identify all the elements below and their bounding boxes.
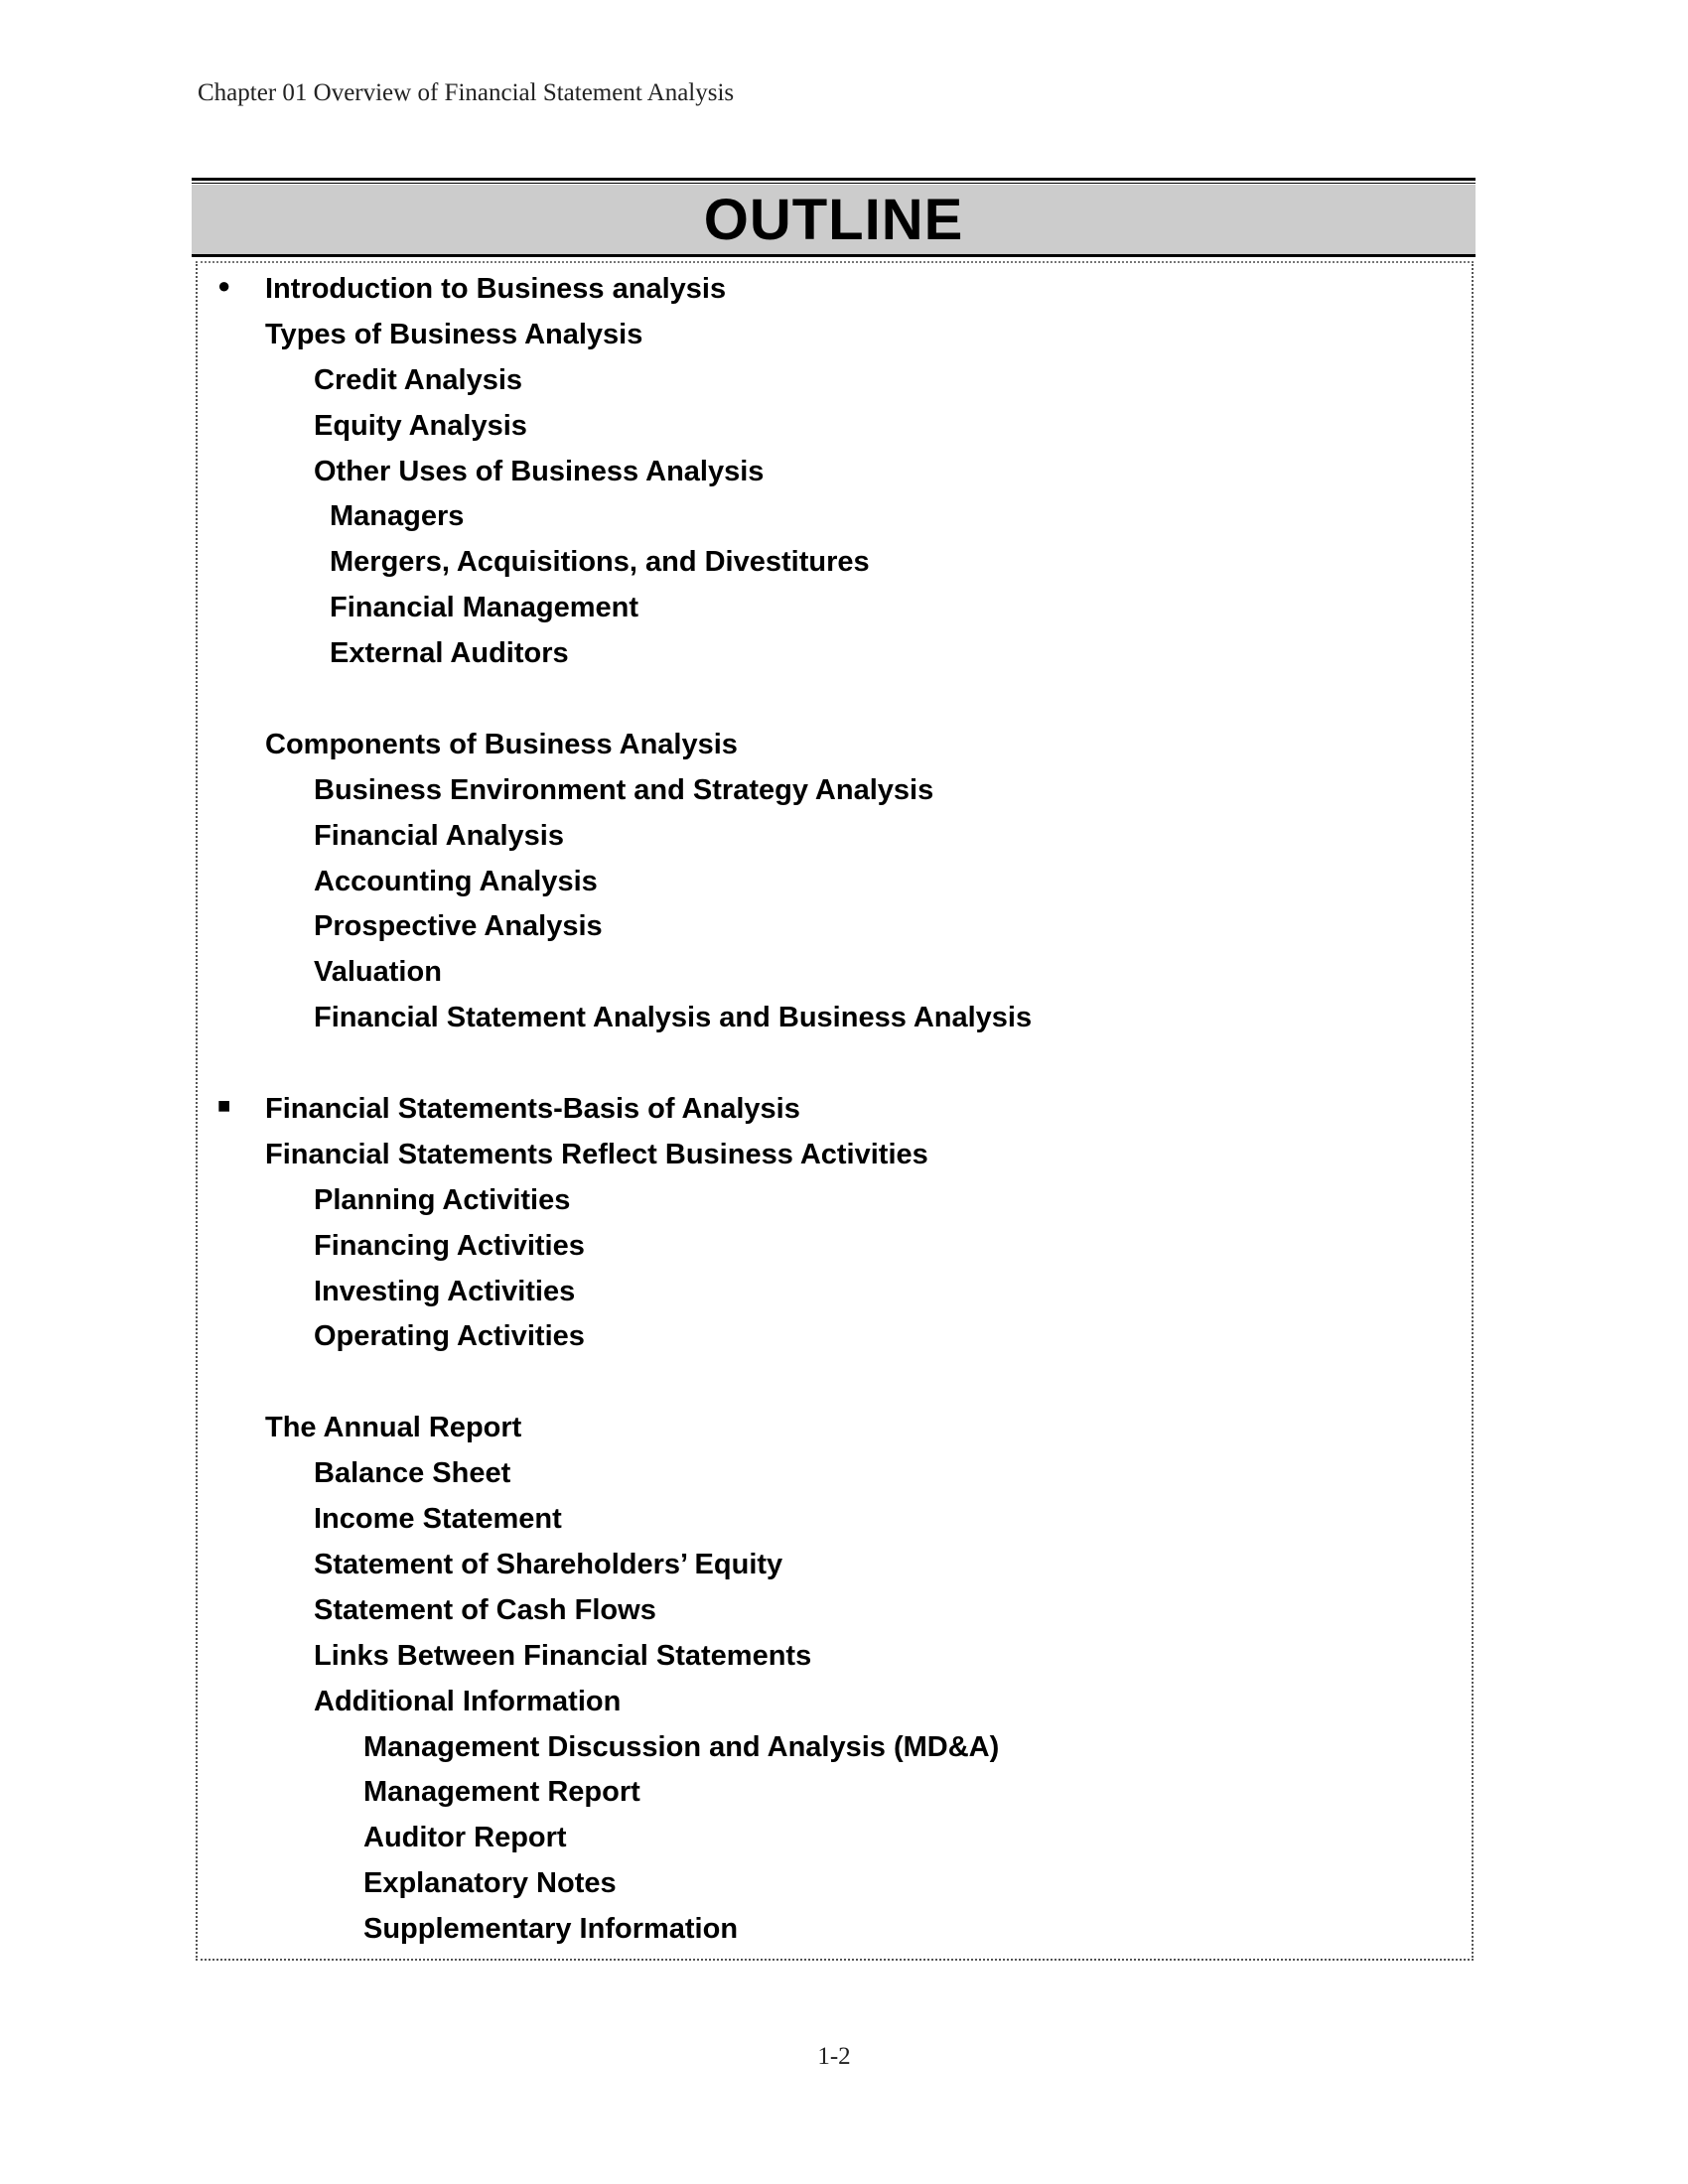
outline-item xyxy=(198,319,1472,364)
outline-item-text: Components of Business Analysis xyxy=(265,728,738,760)
outline-item-text: The Annual Report xyxy=(265,1412,522,1444)
outline-item-text: Links Between Financial Statements xyxy=(314,1639,812,1672)
outline-item-text: Financial Analysis xyxy=(314,819,564,852)
outline-item xyxy=(198,1093,1472,1139)
outline-item xyxy=(198,500,1472,546)
outline-item-text: Statement of Shareholders’ Equity xyxy=(314,1548,783,1580)
outline-item xyxy=(198,1913,1472,1959)
blank-line xyxy=(198,1366,1472,1412)
outline-item-text: Equity Analysis xyxy=(314,409,527,442)
outline-item-text: External Auditors xyxy=(330,637,569,670)
top-rule xyxy=(192,178,1476,181)
page-number: 1-2 xyxy=(817,2043,851,2070)
square-bullet-icon: ■ xyxy=(217,1093,231,1119)
outline-item-text: Supplementary Information xyxy=(363,1913,739,1946)
outline-item xyxy=(198,592,1472,637)
running-header: Chapter 01 Overview of Financial Statement Analysis xyxy=(198,79,735,106)
outline-item xyxy=(198,364,1472,410)
outline-item xyxy=(198,729,1472,774)
outline-item-text: Management Report xyxy=(363,1776,640,1809)
outline-item xyxy=(198,1457,1472,1503)
outline-item-text: Statement of Cash Flows xyxy=(314,1593,656,1626)
outline-item xyxy=(198,546,1472,592)
outline-item xyxy=(198,866,1472,911)
outline-box xyxy=(196,261,1474,1961)
outline-item xyxy=(198,273,1472,319)
outline-item-text: Mergers, Acquisitions, and Divestitures xyxy=(330,546,870,579)
outline-item xyxy=(198,910,1472,956)
outline-item-text: Accounting Analysis xyxy=(314,865,598,897)
outline-title-band xyxy=(192,185,1476,254)
outline-item-text: Prospective Analysis xyxy=(314,910,603,943)
outline-item xyxy=(198,1139,1472,1184)
round-bullet-icon: ● xyxy=(217,273,231,298)
outline-item-text: Business Environment and Strategy Analysis xyxy=(314,773,934,806)
outline-item xyxy=(198,1549,1472,1594)
outline-item xyxy=(198,1412,1472,1457)
outline-item-text: Other Uses of Business Analysis xyxy=(314,455,765,487)
outline-item xyxy=(198,1594,1472,1640)
outline-title: OUTLINE xyxy=(703,187,964,252)
outline-item xyxy=(198,1686,1472,1731)
outline-item-text: Balance Sheet xyxy=(314,1457,511,1490)
outline-item-text: Financial Statements Reflect Business Activities xyxy=(265,1138,928,1170)
outline-item xyxy=(198,1731,1472,1777)
outline-item xyxy=(198,1002,1472,1047)
bottom-rule xyxy=(192,254,1476,257)
outline-item-text: Planning Activities xyxy=(314,1183,571,1216)
outline-item xyxy=(198,1320,1472,1366)
outline-item xyxy=(198,1230,1472,1276)
outline-item-text: Managers xyxy=(330,500,465,533)
outline-item xyxy=(198,820,1472,866)
blank-line xyxy=(198,683,1472,729)
outline-item-text: Credit Analysis xyxy=(314,363,523,396)
outline-item-text: Management Discussion and Analysis (MD&A) xyxy=(363,1730,1000,1763)
outline-item-text: Types of Business Analysis xyxy=(265,318,643,350)
outline-item xyxy=(198,410,1472,456)
outline-item-text: Explanatory Notes xyxy=(363,1867,617,1900)
outline-item xyxy=(198,956,1472,1002)
outline-item-text: Operating Activities xyxy=(314,1320,585,1353)
outline-item xyxy=(198,1822,1472,1867)
outline-item xyxy=(198,1640,1472,1686)
outline-item-text: Financial Statements-Basis of Analysis xyxy=(265,1093,800,1126)
outline-item-text: Additional Information xyxy=(314,1685,622,1717)
outline-item xyxy=(198,1184,1472,1230)
outline-item xyxy=(198,637,1472,683)
outline-item-text: Income Statement xyxy=(314,1503,562,1536)
outline-item-text: Investing Activities xyxy=(314,1275,576,1307)
outline-item xyxy=(198,1867,1472,1913)
outline-item-text: Financial Statement Analysis and Business Analysis xyxy=(314,1002,1033,1034)
outline-item xyxy=(198,1776,1472,1822)
outline-item-text: Auditor Report xyxy=(363,1822,567,1854)
outline-item xyxy=(198,1503,1472,1549)
outline-item xyxy=(198,456,1472,501)
outline-item-text: Financial Management xyxy=(330,592,639,624)
top-rule-thin xyxy=(192,183,1476,184)
outline-item xyxy=(198,1276,1472,1321)
outline-item-text: Introduction to Business analysis xyxy=(265,273,727,305)
outline-item xyxy=(198,774,1472,820)
blank-line xyxy=(198,1047,1472,1093)
outline-item-text: Valuation xyxy=(314,956,442,989)
outline-item-text: Financing Activities xyxy=(314,1229,585,1262)
